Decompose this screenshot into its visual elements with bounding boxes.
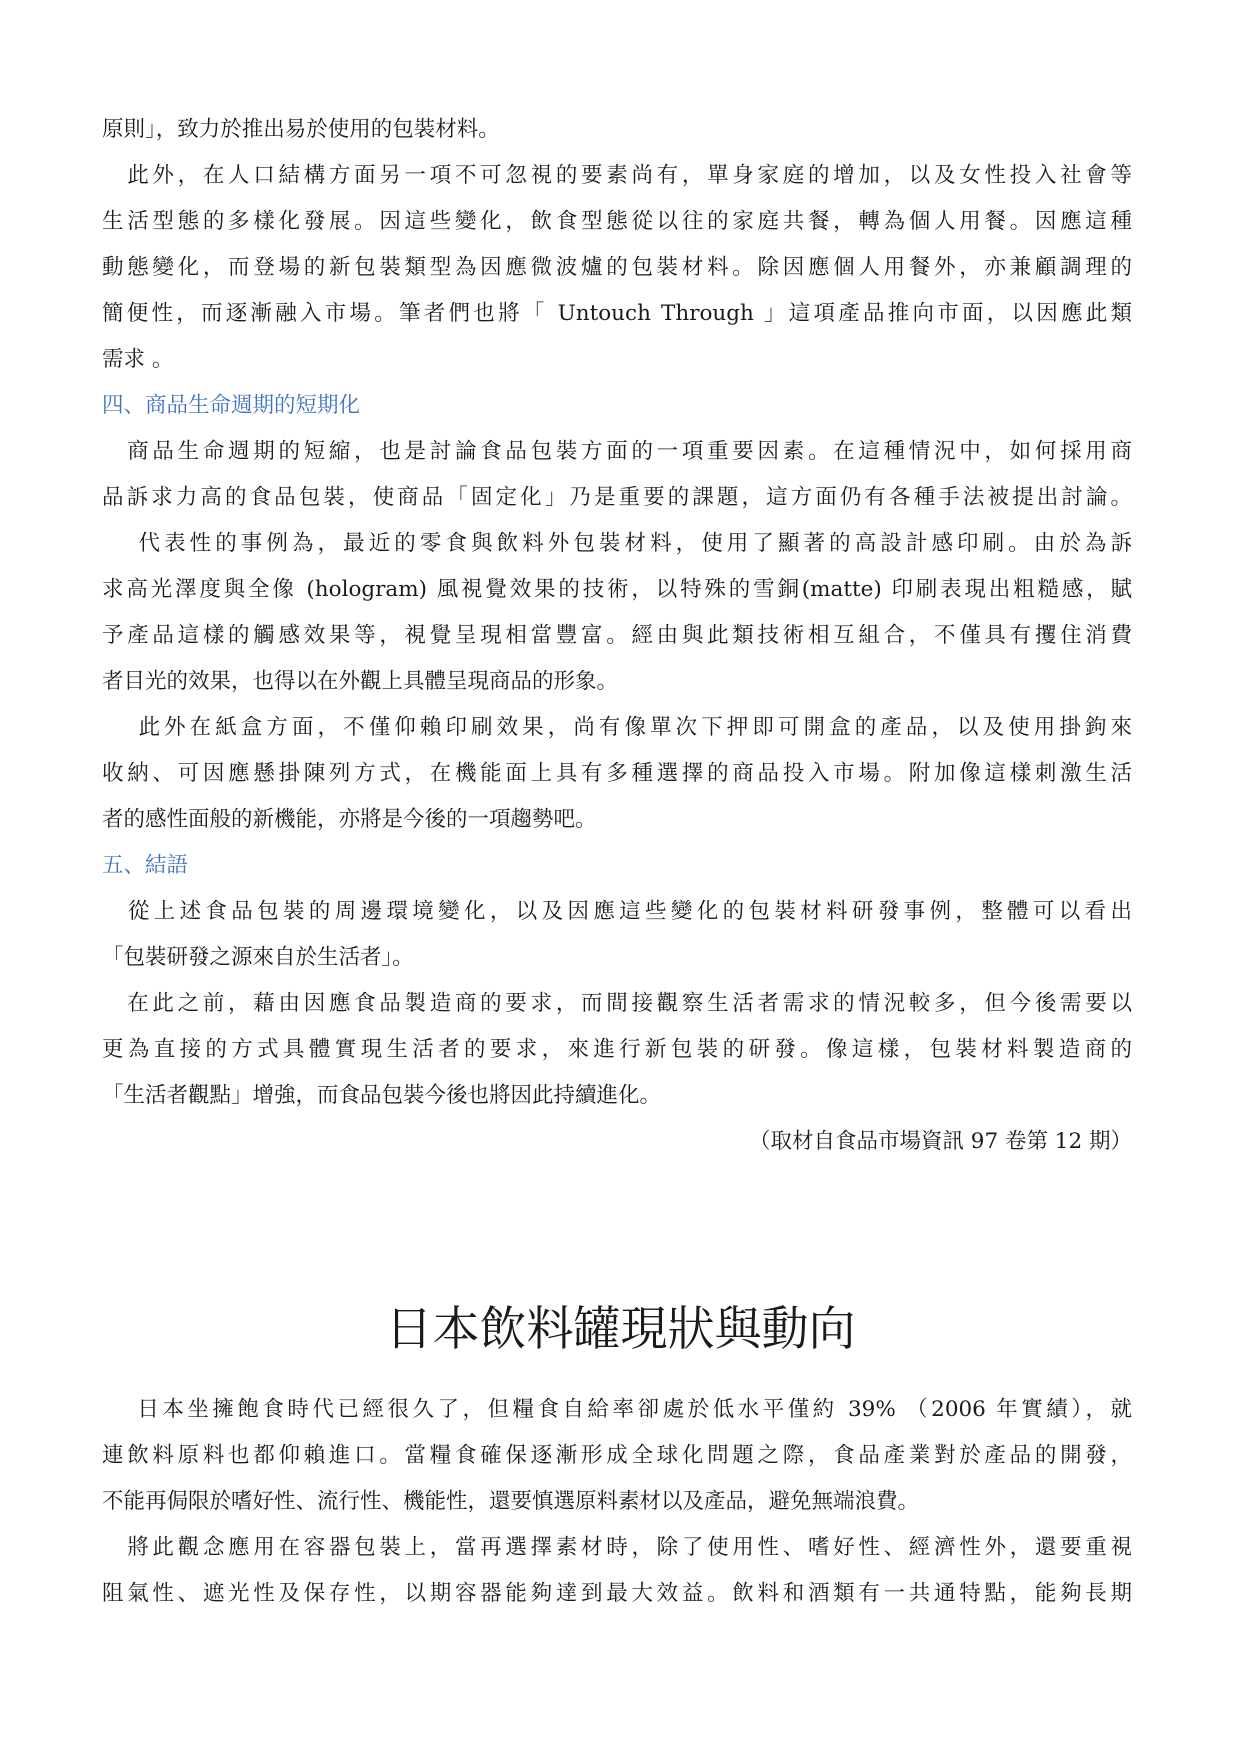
paragraph-line: 此外在紙盒方面，不僅仰賴印刷效果，尚有像單次下押即可開盒的產品，以及使用掛鉤來 bbox=[102, 715, 1132, 740]
paragraph-line: 從上述食品包裝的周邊環境變化，以及因應這些變化的包裝材料研發事例，整體可以看出 bbox=[102, 899, 1132, 924]
paragraph-line: 生活型態的多樣化發展。因這些變化，飲食型態從以往的家庭共餐，轉為個人用餐。因應這種 bbox=[102, 209, 1132, 234]
paragraph-line: 品訴求力高的食品包裝，使商品「固定化」乃是重要的課題，這方面仍有各種手法被提出討論。 bbox=[102, 485, 1132, 510]
paragraph-line: 阻氣性、遮光性及保存性，以期容器能夠達到最大效益。飲料和酒類有一共通特點，能夠長期 bbox=[102, 1581, 1132, 1606]
paragraph-line: 簡便性，而逐漸融入市場。筆者們也將「 Untouch Through 」這項產品推向市面，以因應此類 bbox=[102, 301, 1132, 326]
paragraph-line: 更為直接的方式具體實現生活者的要求，來進行新包裝的研發。像這樣，包裝材料製造商的 bbox=[102, 1037, 1132, 1062]
paragraph-line: 者的感性面般的新機能，亦將是今後的一項趨勢吧。 bbox=[102, 807, 597, 832]
paragraph-line: 「包裝研發之源來自於生活者」。 bbox=[102, 945, 414, 970]
paragraph-line: 日本坐擁飽食時代已經很久了，但糧食自給率卻處於低水平僅約 39% （2006 年實績），就 bbox=[102, 1397, 1132, 1422]
source-citation: （取材自食品市場資訊 97 卷第 12 期） bbox=[748, 1129, 1132, 1154]
paragraph-line: 需求 。 bbox=[102, 347, 174, 372]
section-heading: 四、商品生命週期的短期化 bbox=[102, 393, 361, 418]
paragraph-line: 連飲料原料也都仰賴進口。當糧食確保逐漸形成全球化問題之際，食品產業對於產品的開發， bbox=[102, 1443, 1132, 1468]
paragraph-line: 代表性的事例為，最近的零食與飲料外包裝材料，使用了顯著的高設計感印刷。由於為訴 bbox=[102, 531, 1132, 556]
paragraph-line: 將此觀念應用在容器包裝上，當再選擇素材時，除了使用性、嗜好性、經濟性外，還要重視 bbox=[102, 1535, 1132, 1560]
paragraph-line: 予產品這樣的觸感效果等，視覺呈現相當豐富。經由與此類技術相互組合，不僅具有攫住消費 bbox=[102, 623, 1132, 648]
paragraph-line: 商品生命週期的短縮，也是討論食品包裝方面的一項重要因素。在這種情況中，如何採用商 bbox=[102, 439, 1132, 464]
article-title: 日本飲料罐現狀與動向 bbox=[385, 1302, 856, 1357]
paragraph-line: 原則」，致力於推出易於使用的包裝材料。 bbox=[102, 117, 500, 142]
paragraph-line: 收納、可因應懸掛陳列方式，在機能面上具有多種選擇的商品投入市場。附加像這樣刺激生活 bbox=[102, 761, 1132, 786]
paragraph-line: 在此之前，藉由因應食品製造商的要求，而間接觀察生活者需求的情況較多，但今後需要以 bbox=[102, 991, 1132, 1016]
section-heading: 五、結語 bbox=[102, 853, 189, 878]
paragraph-line: 「生活者觀點」增強，而食品包裝今後也將因此持續進化。 bbox=[102, 1083, 662, 1108]
paragraph-line: 者目光的效果，也得以在外觀上具體呈現商品的形象。 bbox=[102, 669, 619, 694]
paragraph-line: 此外，在人口結構方面另一項不可忽視的要素尚有，單身家庭的增加，以及女性投入社會等 bbox=[102, 163, 1132, 188]
paragraph-line: 動態變化，而登場的新包裝類型為因應微波爐的包裝材料。除因應個人用餐外，亦兼顧調理的 bbox=[102, 255, 1132, 280]
paragraph-line: 不能再侷限於嗜好性、流行性、機能性，還要慎選原料素材以及產品，避免無端浪費。 bbox=[102, 1489, 920, 1514]
paragraph-line: 求高光澤度與全像 (hologram) 風視覺效果的技術，以特殊的雪銅(matte) 印刷表現出粗糙感，賦 bbox=[102, 577, 1132, 602]
